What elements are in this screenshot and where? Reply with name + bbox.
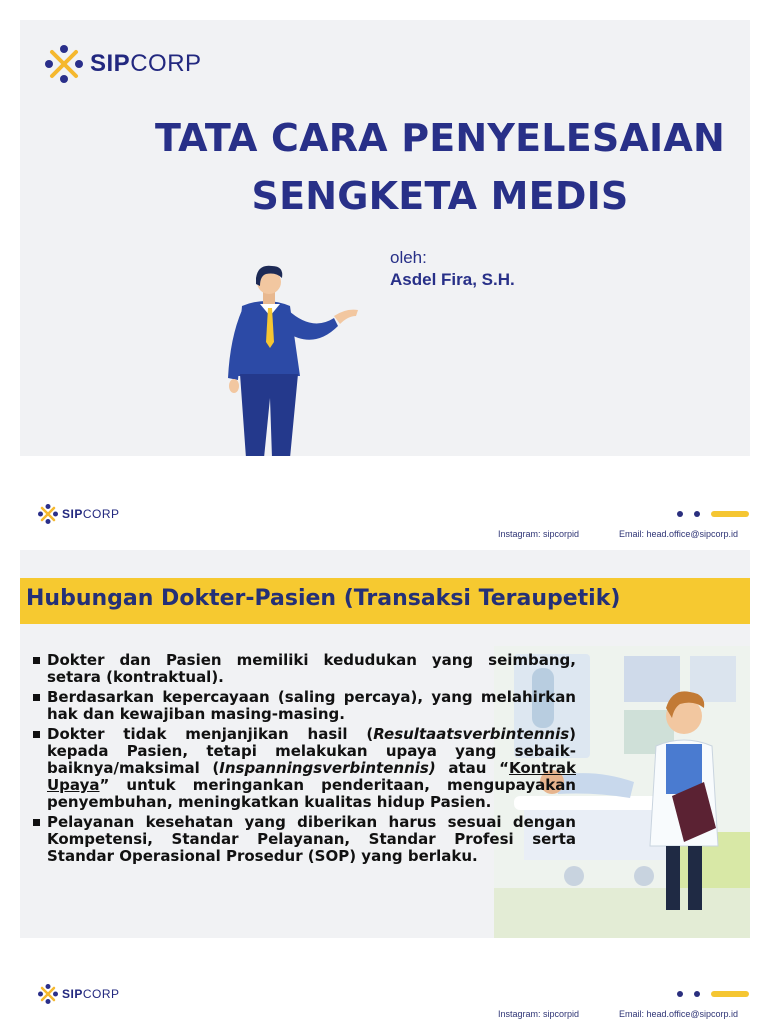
contact-email: Email: head.office@sipcorp.id (619, 529, 739, 539)
contact-email: Email: head.office@sipcorp.id (619, 1009, 739, 1019)
bullet-term-inspanning: Inspanningsverbintennis) (219, 759, 436, 777)
sipcorp-logo-mark-icon (38, 984, 58, 1004)
logo-word-sip: SIP (62, 507, 83, 521)
indicator-dot (677, 991, 683, 997)
list-item (32, 814, 576, 865)
indicator-bar-active (711, 991, 749, 997)
bullet-text-e: atau “ (435, 759, 509, 777)
bullet-text: Berdasarkan kepercayaan (saling percaya), yang melahirkan hak dan kewajiban masing-masing. (47, 688, 576, 723)
author-name: Asdel Fira, S.H. (390, 270, 515, 289)
bullet-term-resultaat: Resultaatsverbintennis (373, 725, 570, 743)
bullet-term-kontrak: Kontrak Upaya (47, 759, 576, 794)
list-item (32, 689, 576, 723)
instagram-handle: Instagram: sipcorpid (498, 1009, 580, 1019)
slide-title-line-1: TATA CARA PENYELESAIAN (154, 116, 726, 160)
heading-band (20, 578, 750, 624)
content-slide (20, 550, 750, 938)
logo-word-corp: CORP (130, 50, 202, 77)
indicator-dot (677, 511, 683, 517)
slide-heading: Hubungan Dokter-Pasien (Transaksi Teraupetik) (26, 586, 621, 611)
sipcorp-logo-mark-icon (44, 44, 84, 84)
indicator-dot (694, 511, 700, 517)
sipcorp-logo (44, 44, 202, 84)
slide-indicator (677, 991, 749, 997)
logo-word-corp: CORP (82, 987, 120, 1001)
businessman-illustration (216, 258, 366, 456)
sipcorp-logo-small (38, 504, 120, 524)
sipcorp-logo-mark-icon (38, 504, 58, 524)
slide-indicator (677, 511, 749, 517)
bullet-text-g: ” untuk meringankan penderitaan, mengupayakan penyembuhan, meningkatkan kualitas hidup Pasien. (47, 776, 576, 811)
list-item (32, 726, 576, 811)
bullet-text-c: ) kepada Pasien, tetapi melakukan upaya yang sebaik-baiknya/maksimal ( (47, 725, 576, 777)
bullet-list (32, 652, 576, 868)
title-slide (20, 20, 750, 456)
instagram-handle: Instagram: sipcorpid (498, 529, 580, 539)
indicator-dot (694, 991, 700, 997)
sipcorp-logo-small (38, 984, 120, 1004)
byline-prefix: oleh: (390, 248, 427, 267)
logo-word-corp: CORP (82, 507, 120, 521)
bullet-text-a: Dokter tidak menjanjikan hasil ( (47, 725, 374, 743)
indicator-bar-active (711, 511, 749, 517)
bullet-text: Dokter dan Pasien memiliki kedudukan yang seimbang, setara (kontraktual). (47, 651, 576, 686)
logo-word-sip: SIP (62, 987, 83, 1001)
bullet-text: Pelayanan kesehatan yang diberikan harus sesuai dengan Kompetensi, Standar Pelayanan, Standar Profesi serta Standar Operasional Prosedur (SOP) yang berlaku. (47, 813, 576, 865)
list-item (32, 652, 576, 686)
logo-word-sip: SIP (90, 50, 131, 77)
slide-footer-strip (20, 958, 750, 1024)
slide-title-line-2: SENGKETA MEDIS (251, 174, 629, 218)
